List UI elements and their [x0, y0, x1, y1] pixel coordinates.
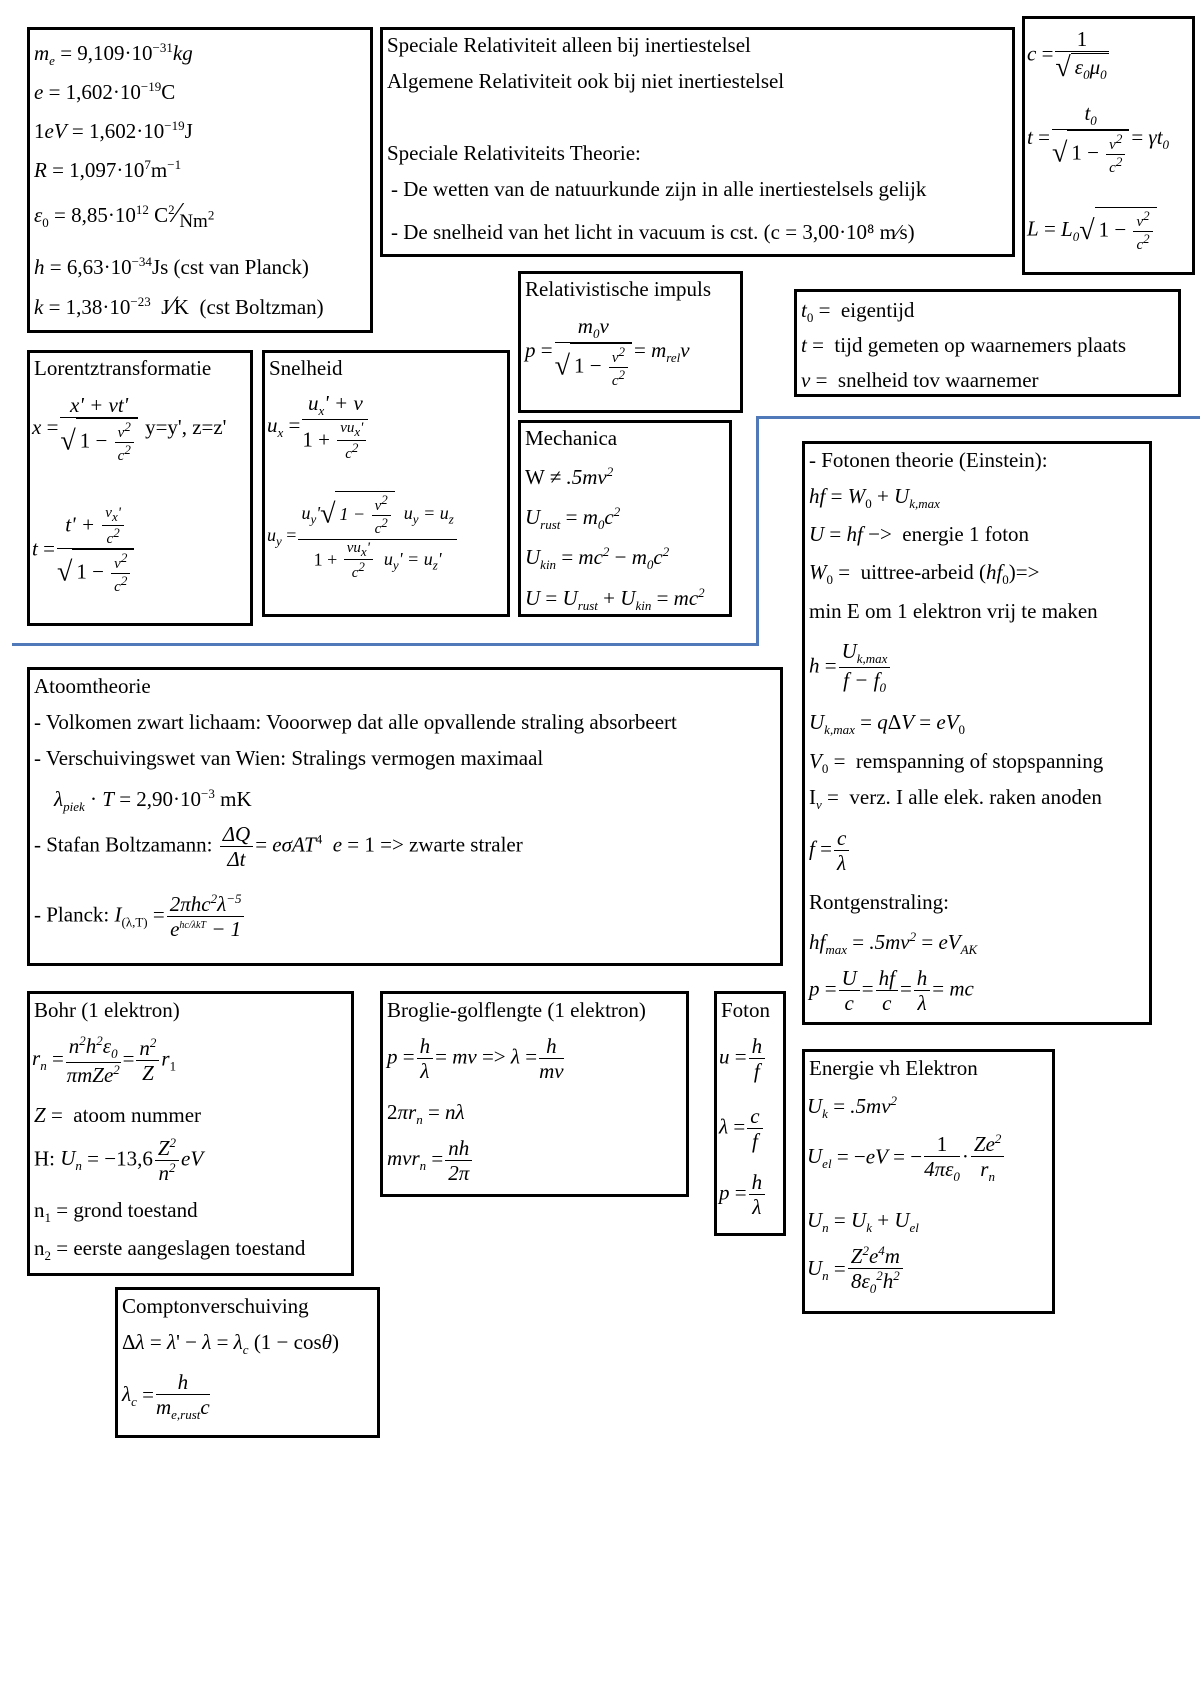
fotonen-p: p = $\frac{U}{c}$ = $\frac{hf}{c}$ = $\frac{h}{\lambda}$ = mc [809, 966, 974, 1016]
relativity-line-3: Speciale Relativiteits Theorie: [387, 141, 641, 165]
broglie-line-3: mvr$_n$ = $\frac{nh}{2\pi}$ [387, 1136, 474, 1185]
atoom-line-1: - Volkomen zwart lichaam: Vooorwep dat alle opvallende straling absorbeert [34, 710, 677, 734]
bohr-n1: $n_1$ = grond toestand [34, 1198, 198, 1226]
atoom-title: Atoomtheorie [34, 674, 151, 698]
fotonen-v0: $V_0$ = remspanning of stopspanning [809, 749, 1104, 777]
impuls-formula: p = $m_0v$ √ 1 − $\frac{v^2}{c^2}$ = $m_{rel}v$ [525, 314, 690, 390]
bohr-h: H: $U_n = -13,6$ $\frac{Z^2}{n^2}$ eV [34, 1135, 204, 1186]
snelheid-ux: $u_x$ = $u_x' + v$ 1 + $\frac{vu_x'}{c^2}$ [267, 391, 370, 463]
divider-line-lower [12, 643, 759, 646]
bohr-box [27, 991, 354, 1276]
relativity-line-1: Speciale Relativiteit alleen bij inertiestelsel [387, 33, 751, 57]
fotonen-h: h = $\frac{U_{k,max}}{f - f_0}$ [809, 639, 892, 696]
lorentz-t: t = t' + $\frac{v_x'}{c^2}$ √ 1 − $\frac{v^2}{c^2}$ [32, 505, 136, 597]
foton-box [714, 991, 786, 1236]
atoom-line-4: - Stafan Boltzamann: $\frac{\Delta Q}{\Delta t}$ = eσAT$^4$ e = 1 => zwarte straler [34, 822, 523, 872]
constant-r: $R = 1,097\cdot 10^7m^{-1}$ [34, 157, 182, 182]
snelheid-uy: $u_y$ = $u_y'√$ 1 − $\frac{v^2}{c^2}$ $u_y = u_z$ 1 + $\frac{vu_x'}{c^2}$ $u_y' = u_z'$ [267, 491, 459, 583]
relativity-line-2: Algemene Relativiteit ook bij niet inertiestelsel [387, 69, 785, 93]
fotonen-w0: $W_0$ = uittree-arbeid $(hf_0)=>$ [809, 560, 1040, 588]
divider-line-upper [756, 416, 1200, 419]
fotonen-f: f = $\frac{c}{\lambda}$ [809, 826, 851, 875]
energie-uk: $U_k = .5mv^2$ [807, 1093, 898, 1122]
snelheid-title: Snelheid [269, 356, 343, 380]
lorentz-box [27, 350, 253, 626]
bohr-z: Z = atoom nummer [34, 1103, 202, 1127]
eigentijd-t: t = tijd gemeten op waarnemers plaats [801, 333, 1126, 357]
energie-title: Energie vh Elektron [809, 1056, 978, 1080]
constant-k: $k = 1,38\cdot 10^{-23}$ J⁄K (cst Boltzman) [34, 291, 324, 320]
eigentijd-t0: $t_0$ = eigentijd [801, 298, 915, 326]
mechanica-title: Mechanica [525, 426, 618, 450]
compton-box [115, 1287, 380, 1438]
foton-u: u = $\frac{h}{f}$ [719, 1034, 767, 1083]
lorentz-x: x = x' + vt' √ 1 − $\frac{v^2}{c^2}$ y=y', z=z' [32, 393, 227, 465]
fotonen-box [802, 441, 1152, 1025]
divider-line-vertical [756, 416, 759, 646]
constant-eps0: $\varepsilon_0 = 8,85\cdot 10^{12}$ $C^2⁄_{Nm^2}$ [34, 198, 215, 233]
fotonen-iv: $I_v$ = verz. I alle elek. raken anoden [809, 785, 1102, 813]
broglie-line-2: $2\pi r_n = n\lambda$ [387, 1100, 465, 1128]
fotonen-u: U = hf −> energie 1 foton [809, 522, 1030, 546]
formula-c: c = $\frac{1}{√ \varepsilon_0\mu_0}$ [1027, 27, 1107, 84]
mechanica-urust: $U_{rust} = m_0c^2$ [525, 504, 621, 533]
energie-box [802, 1049, 1055, 1314]
mechanica-u: $U = U_{rust} + U_{kin} = mc^2$ [525, 585, 705, 614]
constant-ev: $1eV = 1,602\cdot 10^{-19}J$ [34, 118, 193, 143]
bohr-title: Bohr (1 elektron) [34, 998, 180, 1022]
atoom-line-2: - Verschuivingswet van Wien: Stralings vermogen maximaal [34, 746, 544, 770]
formula-t: t = $t_0$ √ 1 − $\frac{v^2}{c^2}$ = $\gamma t_0$ [1027, 101, 1170, 177]
fotonen-title: - Fotonen theorie (Einstein): [809, 448, 1048, 472]
foton-title: Foton [721, 998, 771, 1022]
broglie-title: Broglie-golflengte (1 elektron) [387, 998, 646, 1022]
foton-p: p = $\frac{h}{\lambda}$ [719, 1170, 767, 1219]
atoom-line-3: $\lambda_{piek} \cdot T = 2,90\cdot 10^{-3}$ mK [54, 786, 252, 815]
fotonen-mine: min E om 1 elektron vrij te maken [809, 599, 1098, 623]
lorentz-title: Lorentztransformatie [34, 356, 212, 380]
atoom-box [27, 667, 783, 966]
bohr-n2: $n_2$ = eerste aangeslagen toestand [34, 1236, 306, 1264]
constant-h: $h = 6,63\cdot 10^{-34}Js$ (cst van Planck) [34, 254, 309, 279]
mechanica-box [518, 420, 732, 617]
broglie-box [380, 991, 689, 1197]
fotonen-hf: hf = $W_0 + U_{k,max}$ [809, 484, 940, 512]
bohr-rn: $r_n$ = $\frac{n^2h^2\varepsilon_0}{\pi mZe^2}$ = $\frac{n^2}{Z}$ $r_1$ [32, 1033, 177, 1088]
mechanica-ukin: $U_{kin} = mc^2 - m_0c^2$ [525, 544, 670, 573]
compton-dl: $\Delta\lambda = \lambda' - \lambda = \lambda_c$ (1 − cosθ) [122, 1330, 339, 1358]
energie-un2: $U_n$ = $\frac{Z^2e^4m}{8\varepsilon_0^2h^2}$ [807, 1244, 905, 1297]
energie-uel: $U_{el} = -eV$ = − $\frac{1}{4\pi\varepsilon_0}$ · $\frac{Ze^2}{r_n}$ [807, 1132, 1006, 1185]
constants-box [27, 27, 373, 333]
relativity-line-5: - De snelheid van het licht in vacuum is cst. (c = 3,00·10⁸ m⁄s) [391, 220, 915, 244]
mechanica-w: $W \ne .5mv^2$ [525, 464, 614, 489]
eigentijd-v: v = snelheid tov waarnemer [801, 368, 1039, 392]
energie-un: $U_n = U_k + U_{el}$ [807, 1208, 919, 1236]
fotonen-uk: $U_{k,max} = q\Delta V = eV_0$ [809, 710, 966, 738]
formula-l: $L = L_0√$ 1 − $\frac{v^2}{c^2}$ [1027, 207, 1157, 255]
relativity-line-4: - De wetten van de natuurkunde zijn in alle inertiestelsels gelijk [391, 177, 927, 201]
compton-lc: $\lambda_c$ = $\frac{h}{m_{e,rust}c}$ [122, 1370, 210, 1423]
eigentijd-box [794, 289, 1181, 397]
atoom-line-5: - Planck: $I_{(\lambda,T)}$ = $\frac{2\pi hc^2\lambda^{-5}}{e^{hc/\lambda kT} - 1}$ [34, 892, 246, 941]
snelheid-box [262, 350, 510, 617]
lightspeed-box [1022, 16, 1195, 275]
compton-title: Comptonverschuiving [122, 1294, 309, 1318]
impuls-title: Relativistische impuls [525, 277, 712, 301]
fotonen-hfmax: $hf_{max} = .5mv^2 = eV_{AK}$ [809, 929, 978, 958]
relativity-box [380, 27, 1015, 257]
impuls-box [518, 271, 743, 413]
fotonen-rontgen: Rontgenstraling: [809, 890, 949, 914]
broglie-p: p = $\frac{h}{\lambda}$ = mv => λ = $\frac{h}{mv}$ [387, 1034, 564, 1084]
constant-e: $e = 1,602\cdot 10^{-19}C$ [34, 79, 176, 104]
foton-lambda: λ = $\frac{c}{f}$ [719, 1104, 765, 1153]
constant-me: $m_e = 9,109\cdot 10^{-31}kg$ [34, 40, 193, 69]
